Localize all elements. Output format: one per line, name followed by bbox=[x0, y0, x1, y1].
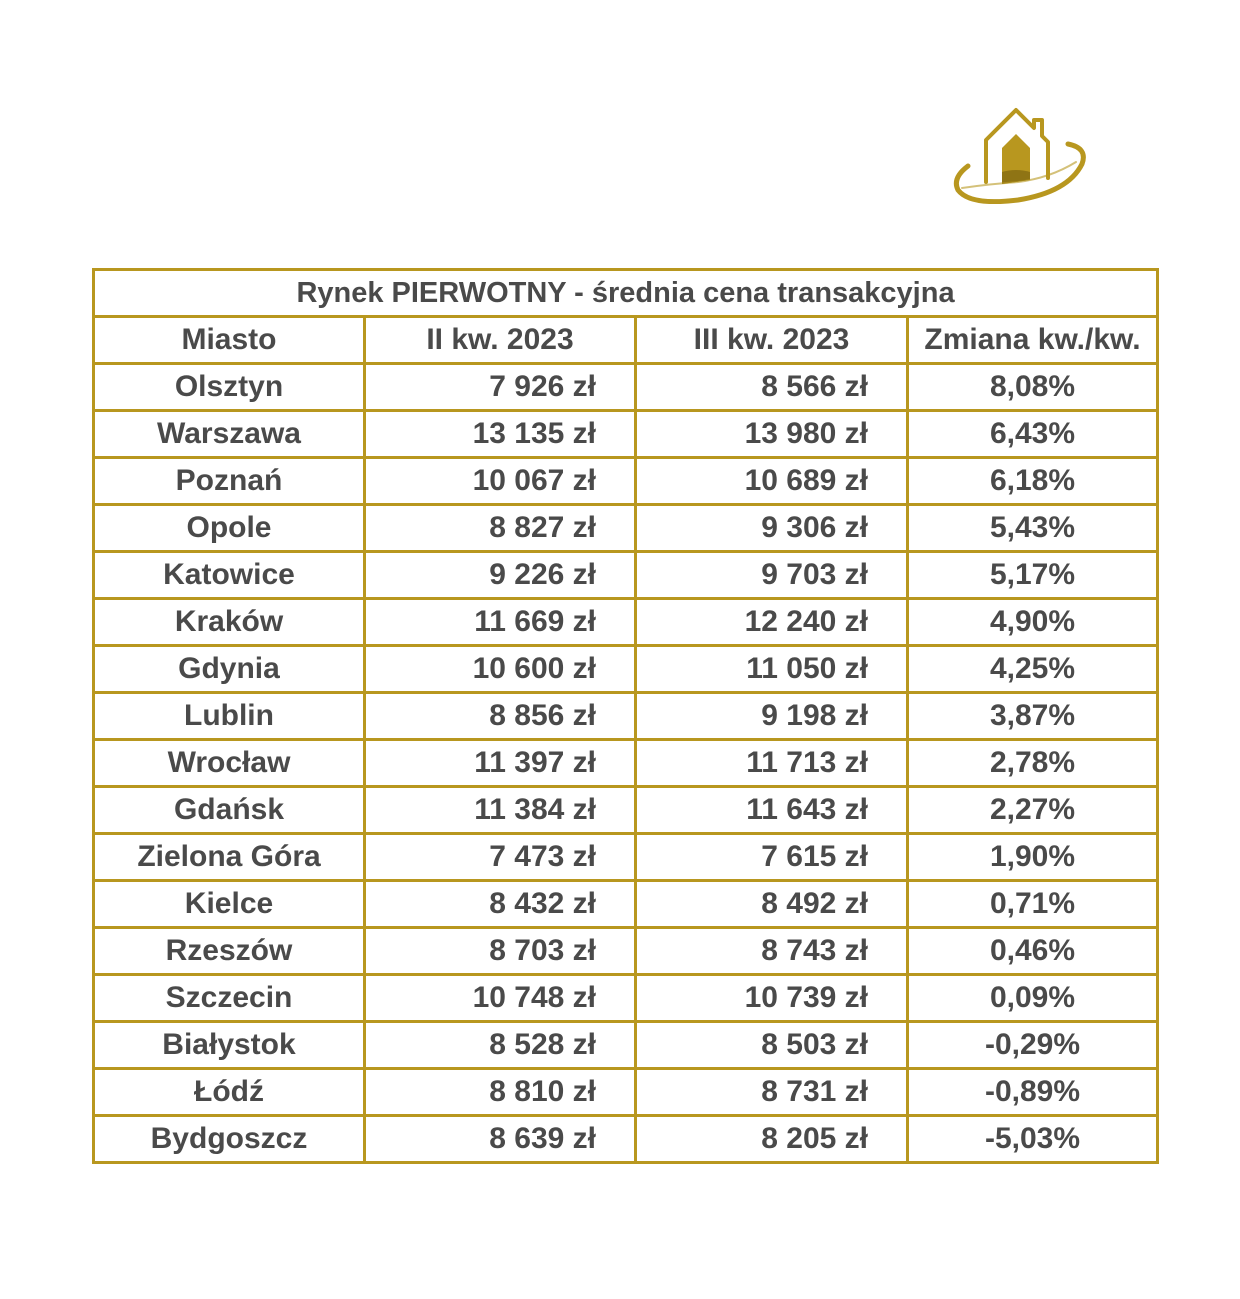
table-header-row bbox=[94, 317, 1158, 364]
city-cell: Poznań bbox=[94, 458, 365, 505]
city-cell: Rzeszów bbox=[94, 928, 365, 975]
table-title: Rynek PIERWOTNY - średnia cena transakcyjna bbox=[94, 270, 1158, 317]
house-orbit-logo-icon bbox=[948, 104, 1088, 204]
price-q2-cell: 10 600 zł bbox=[365, 646, 636, 693]
column-header-q2: II kw. 2023 bbox=[365, 317, 636, 364]
change-cell: 3,87% bbox=[908, 693, 1158, 740]
column-header-q3: III kw. 2023 bbox=[636, 317, 908, 364]
city-cell: Olsztyn bbox=[94, 364, 365, 411]
city-cell: Bydgoszcz bbox=[94, 1116, 365, 1163]
city-cell: Kielce bbox=[94, 881, 365, 928]
table-row bbox=[94, 693, 1158, 740]
price-q3-cell: 8 743 zł bbox=[636, 928, 908, 975]
price-q2-cell: 8 432 zł bbox=[365, 881, 636, 928]
price-q2-cell: 11 669 zł bbox=[365, 599, 636, 646]
column-header-change: Zmiana kw./kw. bbox=[908, 317, 1158, 364]
price-q3-cell: 11 713 zł bbox=[636, 740, 908, 787]
price-q2-cell: 10 067 zł bbox=[365, 458, 636, 505]
price-q3-cell: 11 643 zł bbox=[636, 787, 908, 834]
price-table-container bbox=[92, 268, 1159, 1164]
city-cell: Wrocław bbox=[94, 740, 365, 787]
table-row bbox=[94, 975, 1158, 1022]
table-row bbox=[94, 740, 1158, 787]
change-cell: 0,46% bbox=[908, 928, 1158, 975]
table-row bbox=[94, 1116, 1158, 1163]
city-cell: Lublin bbox=[94, 693, 365, 740]
price-q3-cell: 10 689 zł bbox=[636, 458, 908, 505]
price-q2-cell: 10 748 zł bbox=[365, 975, 636, 1022]
price-q3-cell: 12 240 zł bbox=[636, 599, 908, 646]
table-row bbox=[94, 881, 1158, 928]
price-q3-cell: 9 306 zł bbox=[636, 505, 908, 552]
table-row bbox=[94, 552, 1158, 599]
change-cell: 6,43% bbox=[908, 411, 1158, 458]
table-row bbox=[94, 599, 1158, 646]
city-cell: Gdańsk bbox=[94, 787, 365, 834]
table-row bbox=[94, 458, 1158, 505]
city-cell: Łódź bbox=[94, 1069, 365, 1116]
table-row bbox=[94, 411, 1158, 458]
price-q3-cell: 9 198 zł bbox=[636, 693, 908, 740]
price-q3-cell: 8 205 zł bbox=[636, 1116, 908, 1163]
price-q2-cell: 11 384 zł bbox=[365, 787, 636, 834]
price-q3-cell: 7 615 zł bbox=[636, 834, 908, 881]
price-q2-cell: 13 135 zł bbox=[365, 411, 636, 458]
table-row bbox=[94, 1069, 1158, 1116]
city-cell: Warszawa bbox=[94, 411, 365, 458]
price-q2-cell: 8 856 zł bbox=[365, 693, 636, 740]
price-q2-cell: 11 397 zł bbox=[365, 740, 636, 787]
price-q2-cell: 8 703 zł bbox=[365, 928, 636, 975]
city-cell: Szczecin bbox=[94, 975, 365, 1022]
city-cell: Białystok bbox=[94, 1022, 365, 1069]
change-cell: -5,03% bbox=[908, 1116, 1158, 1163]
price-q3-cell: 8 492 zł bbox=[636, 881, 908, 928]
change-cell: -0,29% bbox=[908, 1022, 1158, 1069]
price-q2-cell: 8 810 zł bbox=[365, 1069, 636, 1116]
price-q2-cell: 8 639 zł bbox=[365, 1116, 636, 1163]
price-q3-cell: 10 739 zł bbox=[636, 975, 908, 1022]
column-header-city: Miasto bbox=[94, 317, 365, 364]
change-cell: 5,43% bbox=[908, 505, 1158, 552]
city-cell: Gdynia bbox=[94, 646, 365, 693]
table-row bbox=[94, 1022, 1158, 1069]
city-cell: Zielona Góra bbox=[94, 834, 365, 881]
price-q3-cell: 8 566 zł bbox=[636, 364, 908, 411]
table-row bbox=[94, 646, 1158, 693]
change-cell: 2,78% bbox=[908, 740, 1158, 787]
price-q3-cell: 11 050 zł bbox=[636, 646, 908, 693]
change-cell: 0,71% bbox=[908, 881, 1158, 928]
table-row bbox=[94, 928, 1158, 975]
price-q2-cell: 8 827 zł bbox=[365, 505, 636, 552]
table-row bbox=[94, 364, 1158, 411]
price-q3-cell: 13 980 zł bbox=[636, 411, 908, 458]
table-row bbox=[94, 834, 1158, 881]
change-cell: 2,27% bbox=[908, 787, 1158, 834]
change-cell: 4,90% bbox=[908, 599, 1158, 646]
price-q3-cell: 8 731 zł bbox=[636, 1069, 908, 1116]
price-q2-cell: 8 528 zł bbox=[365, 1022, 636, 1069]
city-cell: Opole bbox=[94, 505, 365, 552]
change-cell: 1,90% bbox=[908, 834, 1158, 881]
table-row bbox=[94, 787, 1158, 834]
change-cell: -0,89% bbox=[908, 1069, 1158, 1116]
change-cell: 6,18% bbox=[908, 458, 1158, 505]
change-cell: 4,25% bbox=[908, 646, 1158, 693]
table-title-row bbox=[94, 270, 1158, 317]
table-body bbox=[94, 364, 1158, 1163]
change-cell: 8,08% bbox=[908, 364, 1158, 411]
change-cell: 0,09% bbox=[908, 975, 1158, 1022]
price-q3-cell: 8 503 zł bbox=[636, 1022, 908, 1069]
table-row bbox=[94, 505, 1158, 552]
change-cell: 5,17% bbox=[908, 552, 1158, 599]
price-table bbox=[92, 268, 1159, 1164]
price-q2-cell: 7 473 zł bbox=[365, 834, 636, 881]
price-q2-cell: 9 226 zł bbox=[365, 552, 636, 599]
price-q2-cell: 7 926 zł bbox=[365, 364, 636, 411]
city-cell: Katowice bbox=[94, 552, 365, 599]
city-cell: Kraków bbox=[94, 599, 365, 646]
price-q3-cell: 9 703 zł bbox=[636, 552, 908, 599]
